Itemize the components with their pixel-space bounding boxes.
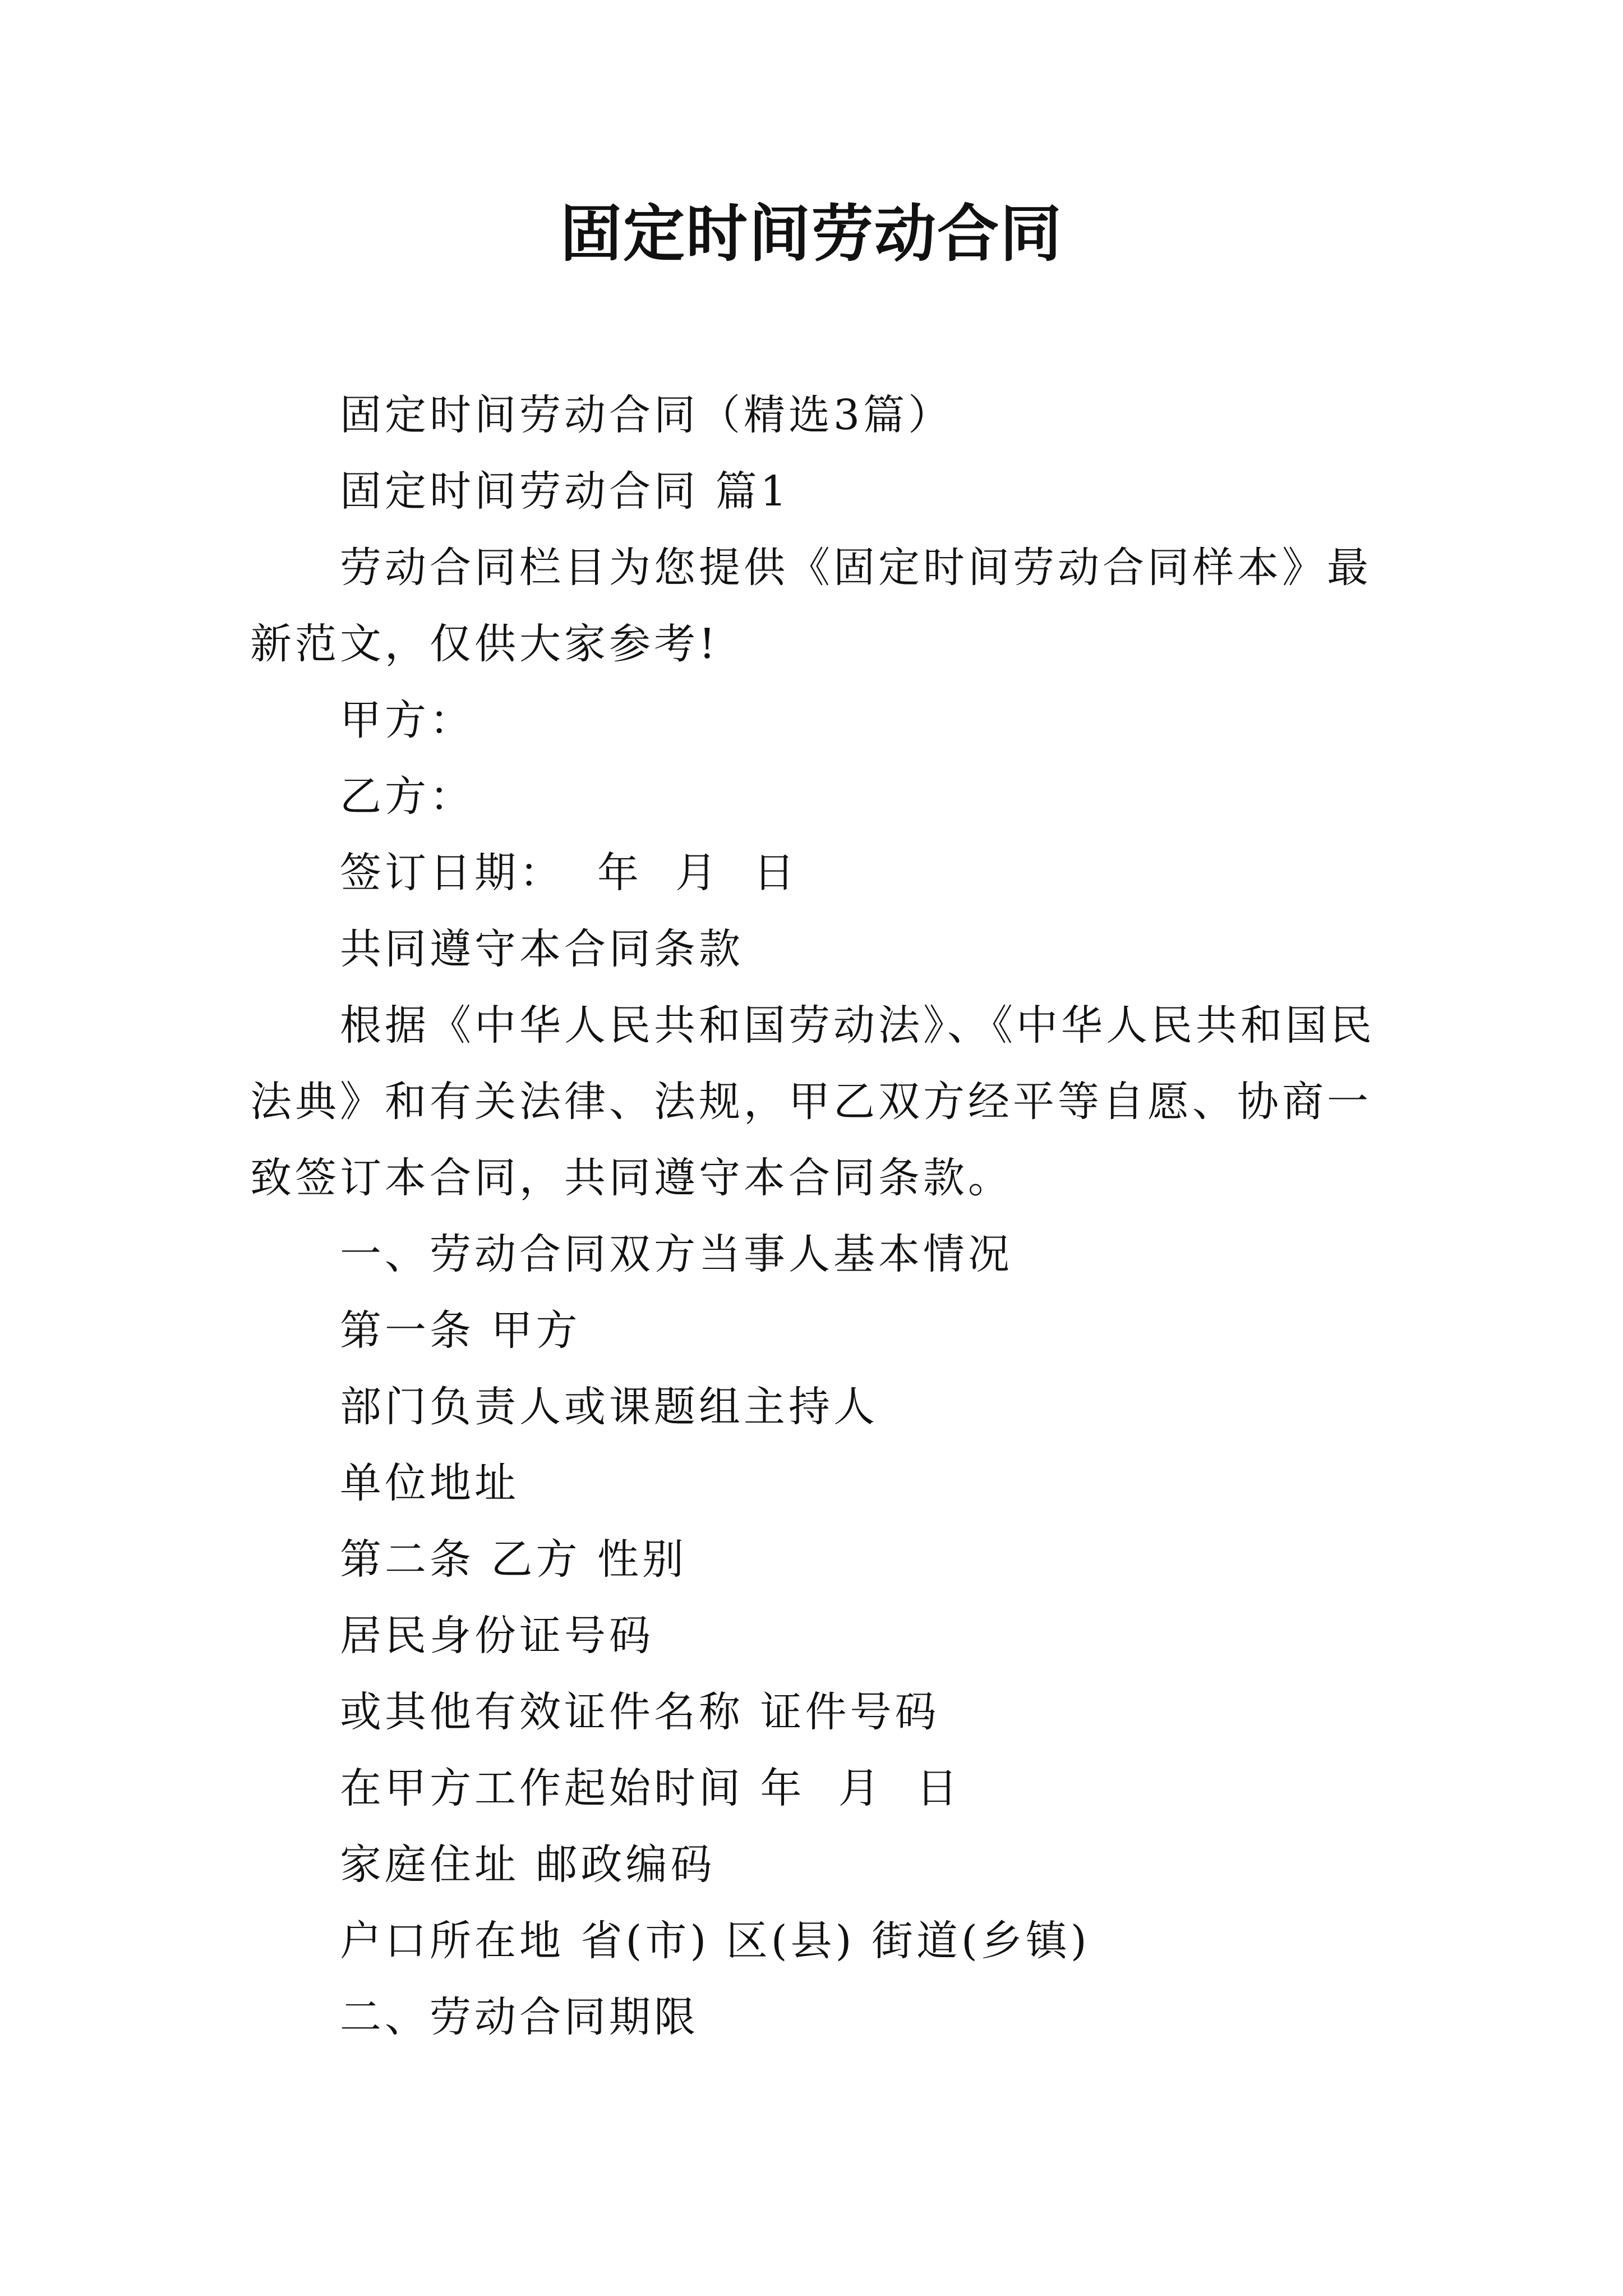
paragraph-signing-date: 签订日期： 年 月 日 <box>340 849 799 897</box>
paragraph-department-head: 部门负责人或课题组主持人 <box>340 1383 878 1431</box>
paragraph-subtitle: 固定时间劳动合同（精选3篇） <box>340 391 953 439</box>
paragraph-party-a: 甲方： <box>340 696 474 744</box>
paragraph-start-time: 在甲方工作起始时间 年 月 日 <box>340 1764 961 1812</box>
paragraph-section-heading: 固定时间劳动合同 篇1 <box>340 467 790 516</box>
paragraph-article-one: 第一条 甲方 <box>340 1306 581 1355</box>
paragraph-id-number: 居民身份证号码 <box>340 1612 654 1660</box>
paragraph-household-registration: 户口所在地 省(市) 区(县) 街道(乡镇) <box>340 1917 1090 1965</box>
document-body <box>250 377 1377 2055</box>
paragraph-other-id: 或其他有效证件名称 证件号码 <box>340 1688 940 1736</box>
paragraph-unit-address: 单位地址 <box>340 1459 519 1507</box>
paragraph-home-address: 家庭住址 邮政编码 <box>340 1841 716 1889</box>
paragraph-legal-basis: 根据《中华人民共和国劳动法》、《中华人民共和国民法典》和有关法律、法规，甲乙双方经平等自愿、协商一致签订本合同，共同遵守本合同条款。 <box>250 1001 1375 1202</box>
document-title: 固定时间劳动合同 <box>560 198 1063 270</box>
paragraph-chapter-one: 一、劳动合同双方当事人基本情况 <box>340 1230 1013 1278</box>
paragraph-compliance: 共同遵守本合同条款 <box>340 925 744 973</box>
paragraph-party-b: 乙方： <box>340 772 474 821</box>
paragraph-article-two: 第二条 乙方 性别 <box>340 1535 688 1584</box>
paragraph-chapter-two: 二、劳动合同期限 <box>340 1993 699 2041</box>
paragraph-intro: 劳动合同栏目为您提供《固定时间劳动合同样本》最新范文，仅供大家参考! <box>250 544 1372 668</box>
